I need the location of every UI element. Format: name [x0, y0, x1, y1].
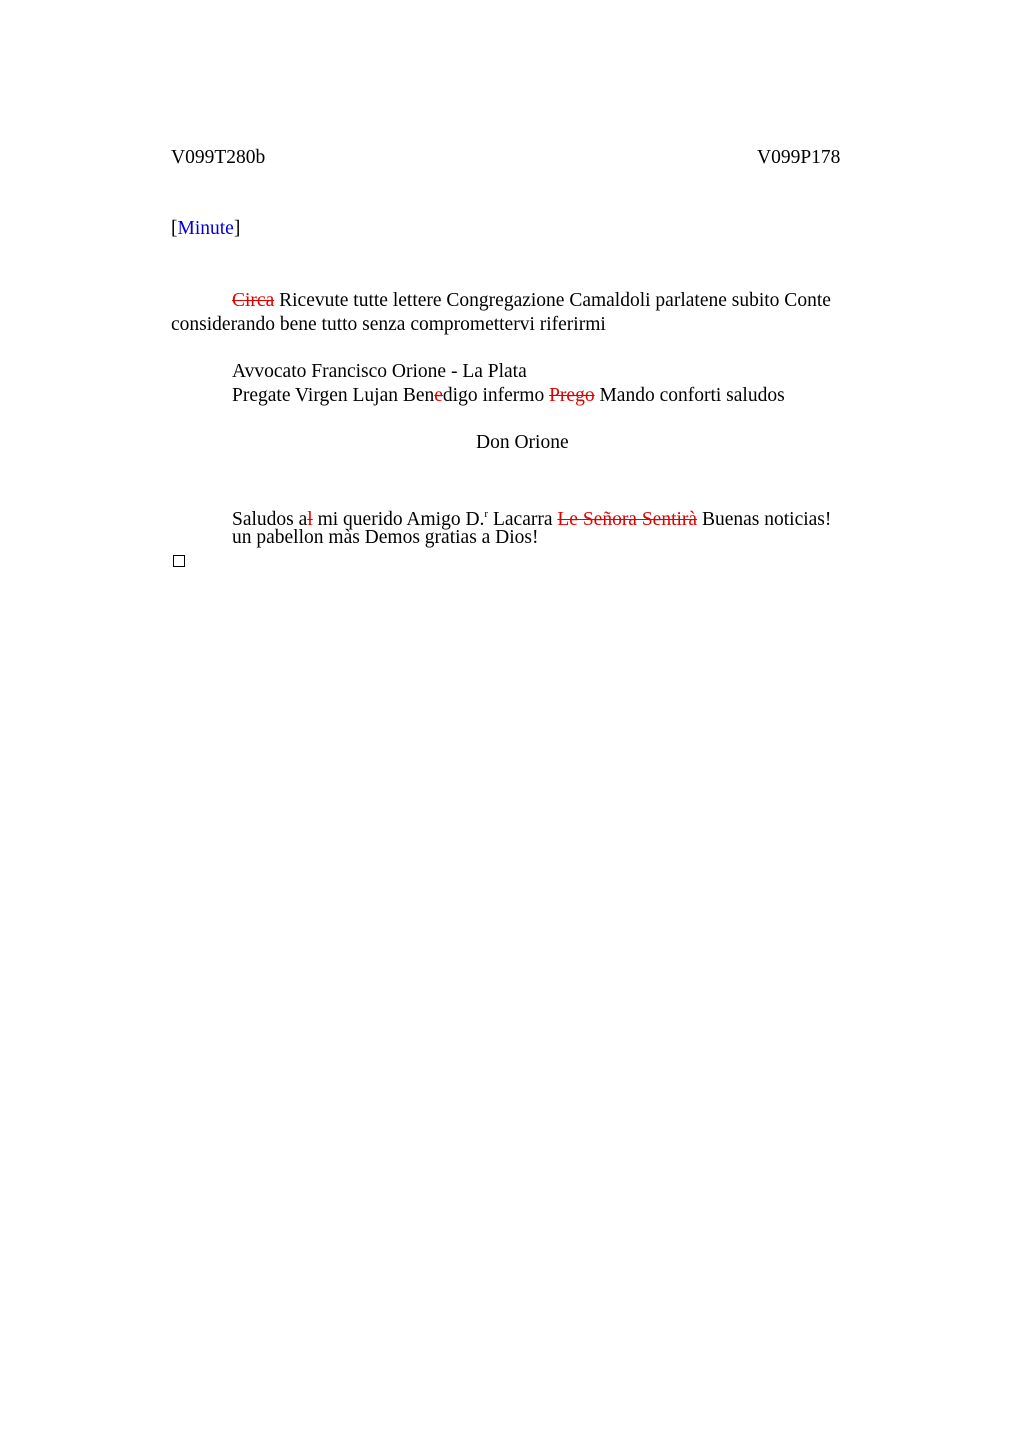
paragraph-2-text-b: mi querido Amigo D. — [312, 509, 485, 530]
superscript-r: r — [484, 508, 489, 520]
paragraph-2-text-c: Lacarra — [488, 509, 558, 530]
paragraph-2-text-d: Buenas noticias! — [697, 509, 832, 530]
section-label — [171, 217, 240, 241]
telegram-address: Avvocato Francisco Orione - La Plata — [232, 361, 527, 382]
empty-square-icon — [173, 555, 185, 567]
paragraph-1-line-2: considerando bene tutto senza compromettervi riferirmi — [171, 314, 606, 335]
deleted-letter-l: l — [307, 509, 313, 530]
telegram-message — [232, 384, 785, 408]
telegram-text-b: digo infermo — [442, 385, 550, 406]
paragraph-2-line-2: un pabellon màs Demos gratias a Dios! — [232, 527, 539, 548]
paragraph-2-text-a: Saludos a — [232, 509, 308, 530]
deleted-word-circa: Circa — [232, 290, 275, 311]
bracket-open: [ — [171, 218, 178, 239]
deleted-phrase: Le Señora Sentirà — [557, 509, 698, 530]
telegram-text-c: Mando conforti saludos — [594, 385, 785, 406]
paragraph-1-text: Ricevute tutte lettere Congregazione Camaldoli parlatene subito Conte — [274, 290, 831, 311]
paragraph-1-line-1 — [232, 289, 831, 313]
document-code-right: V099P178 — [757, 147, 841, 168]
signature: Don Orione — [476, 432, 569, 453]
minute-label: Minute — [177, 218, 234, 239]
document-code-left: V099T280b — [171, 147, 266, 168]
telegram-text-a: Pregate Virgen Lujan Ben — [232, 385, 435, 406]
deleted-letter-e: e — [434, 385, 443, 406]
bracket-close: ] — [233, 218, 241, 239]
deleted-word-prego: Prego — [549, 385, 595, 406]
